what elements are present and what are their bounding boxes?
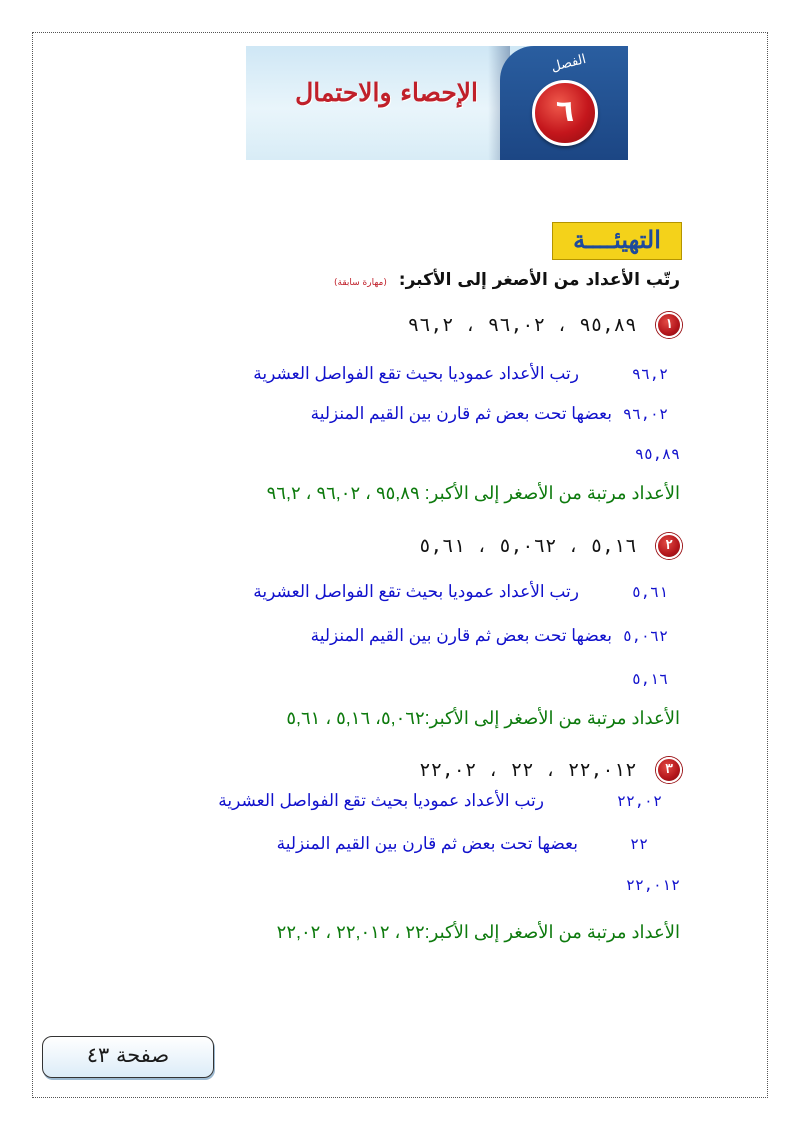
instruction-text: رتّب الأعداد من الأصغر إلى الأكبر: bbox=[398, 270, 680, 290]
step-value: ٢٢ bbox=[629, 835, 648, 853]
question-3 bbox=[419, 757, 682, 783]
step-text: بعضها تحت بعض ثم قارن بين القيم المنزلية bbox=[310, 404, 612, 423]
question-numbers: ٩٥,٨٩ ، ٩٦,٠٢ ، ٩٦,٢ bbox=[407, 314, 637, 336]
step-value: ٩٥,٨٩ bbox=[634, 445, 680, 463]
step-text: بعضها تحت بعض ثم قارن بين القيم المنزلية bbox=[276, 834, 578, 853]
step-text: رتب الأعداد عموديا بحيث تقع الفواصل العشرية bbox=[253, 582, 579, 601]
step-value: ٢٢,٠١٢ bbox=[625, 876, 680, 894]
question-2 bbox=[419, 533, 682, 559]
answer-line: الأعداد مرتبة من الأصغر إلى الأكبر: ٩٥,٨٩ ، ٩٦,٠٢ ، ٩٦,٢ bbox=[266, 483, 680, 503]
step-text: بعضها تحت بعض ثم قارن بين القيم المنزلية bbox=[310, 626, 612, 645]
page-number-badge bbox=[42, 1036, 214, 1078]
question-number-badge: ٢ bbox=[656, 533, 682, 559]
chapter-number-badge: ٦ bbox=[532, 80, 598, 146]
instruction bbox=[334, 270, 680, 290]
chapter-word: الفصل bbox=[549, 51, 588, 76]
answer-line: الأعداد مرتبة من الأصغر إلى الأكبر:٥,٠٦٢، ٥,١٦ ، ٥,٦١ bbox=[286, 708, 680, 728]
step-value: ٥,٦١ bbox=[631, 583, 668, 601]
step-value: ٩٦,٢ bbox=[631, 365, 668, 383]
page-number-label: صفحة ٤٣ bbox=[86, 1043, 170, 1067]
question-number-badge: ١ bbox=[656, 312, 682, 338]
step-text: رتب الأعداد عموديا بحيث تقع الفواصل العشرية bbox=[253, 364, 579, 383]
instruction-tag: (مهارة سابقة) bbox=[334, 278, 387, 288]
question-numbers: ٢٢,٠١٢ ، ٢٢ ، ٢٢,٠٢ bbox=[419, 759, 637, 781]
chapter-title: الإحصاء والاحتمال bbox=[295, 78, 478, 107]
chapter-banner bbox=[246, 46, 628, 160]
answer-line: الأعداد مرتبة من الأصغر إلى الأكبر:٢٢ ، ٢٢,٠١٢ ، ٢٢,٠٢ bbox=[276, 922, 680, 942]
step-text: رتب الأعداد عموديا بحيث تقع الفواصل العشرية bbox=[218, 791, 544, 810]
section-title: التهيئــــة bbox=[552, 222, 682, 260]
question-number-badge: ٣ bbox=[656, 757, 682, 783]
step-value: ٩٦,٠٢ bbox=[622, 405, 668, 423]
step-value: ٢٢,٠٢ bbox=[616, 792, 662, 810]
question-1 bbox=[408, 312, 682, 338]
step-value: ٥,١٦ bbox=[631, 670, 668, 688]
chapter-tab bbox=[500, 46, 628, 160]
step-value: ٥,٠٦٢ bbox=[622, 627, 668, 645]
question-numbers: ٥,١٦ ، ٥,٠٦٢ ، ٥,٦١ bbox=[419, 535, 637, 557]
